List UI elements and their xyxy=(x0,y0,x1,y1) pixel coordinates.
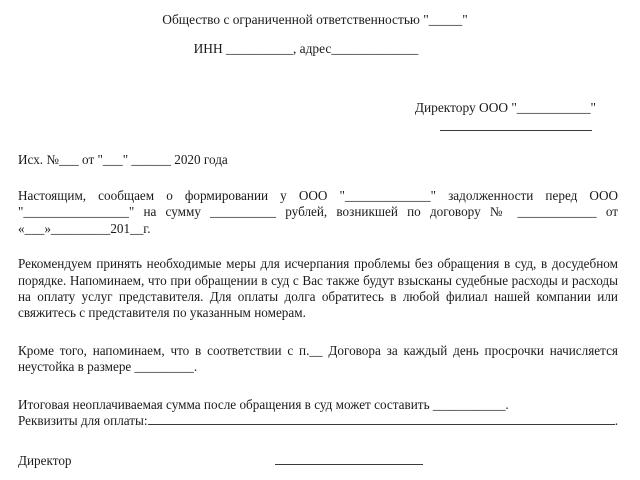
outgoing-number-date-line: Исх. №___ от "___" ______ 2020 года xyxy=(18,152,228,167)
body-paragraph-recommendation: Рекомендуем принять необходимые меры для исчерпания проблемы без обращения в суд, в досудебном порядке. Напоминаем, что при обращении в суд с Вас также будут взысканы судебные расходы и расходы на оплату услуг представителя. Для оплаты долга обратитесь в любой филиал нашей компании или свяжитесь с представителя по указанным номерам. xyxy=(18,256,618,321)
payment-requisites-label: Реквизиты для оплаты: xyxy=(18,413,148,429)
company-name-heading: Общество с ограниченной ответственностью "_____" xyxy=(162,12,468,27)
payment-requisites-line xyxy=(18,413,618,429)
payment-requisites-blank xyxy=(148,413,615,425)
body-paragraph-notice: Настоящим, сообщаем о формировании у ООО "_____________" задолженности перед ООО "________________" на сумму __________ рублей, возникшей по договору № ____________ от «___»_________201__г. xyxy=(18,188,618,236)
company-inn-address-line: ИНН __________, адрес_____________ xyxy=(193,41,419,56)
body-paragraph-total: Итоговая неоплачиваемая сумма после обращения в суд может составить ___________. xyxy=(18,396,509,412)
signature-block xyxy=(18,453,618,469)
payment-requisites-period: . xyxy=(614,413,618,429)
body-paragraph-penalty: Кроме того, напоминаем, что в соответствии с п.__ Договора за каждый день просрочки начисляется неустойка в размере _________. xyxy=(18,342,618,375)
signature-blank-rule xyxy=(275,464,423,465)
addressee-line: Директору ООО "___________" xyxy=(414,100,596,115)
signature-role-label: Директор xyxy=(18,453,72,469)
addressee-blank-rule xyxy=(440,130,592,131)
